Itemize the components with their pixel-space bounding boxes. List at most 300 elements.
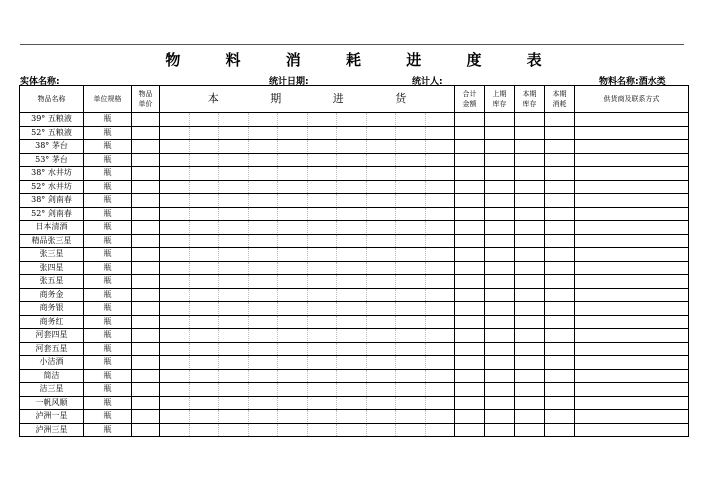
period-purchase-cell[interactable] [160,383,455,397]
period-subcell[interactable] [367,154,397,166]
period-subcell[interactable] [426,383,455,395]
unit-price-cell[interactable] [132,369,160,383]
period-subcell[interactable] [249,208,279,220]
period-subcell[interactable] [160,289,190,301]
consumption-cell[interactable] [545,153,575,167]
period-subcell[interactable] [160,167,190,179]
period-subcell[interactable] [367,167,397,179]
period-subcell[interactable] [426,194,455,206]
period-purchase-cell[interactable] [160,288,455,302]
current-stock-cell[interactable] [515,329,545,343]
unit-price-cell[interactable] [132,356,160,370]
period-subcell[interactable] [249,262,279,274]
period-subcell[interactable] [190,262,220,274]
prev-stock-cell[interactable] [485,153,515,167]
period-subcell[interactable] [337,208,367,220]
period-subcell[interactable] [367,329,397,341]
current-stock-cell[interactable] [515,234,545,248]
period-subcell[interactable] [426,410,455,422]
unit-price-cell[interactable] [132,207,160,221]
period-subcell[interactable] [308,329,338,341]
period-subcell[interactable] [249,235,279,247]
period-subcell[interactable] [190,194,220,206]
period-subcell[interactable] [426,262,455,274]
period-subcell[interactable] [249,356,279,368]
period-subcell[interactable] [160,181,190,193]
consumption-cell[interactable] [545,167,575,181]
period-subcell[interactable] [337,410,367,422]
period-subcell[interactable] [160,235,190,247]
period-subcell[interactable] [396,194,426,206]
period-subcell[interactable] [249,127,279,139]
supplier-cell[interactable] [575,423,689,437]
unit-price-cell[interactable] [132,423,160,437]
prev-stock-cell[interactable] [485,356,515,370]
prev-stock-cell[interactable] [485,423,515,437]
period-subcell[interactable] [278,383,308,395]
unit-price-cell[interactable] [132,140,160,154]
unit-price-cell[interactable] [132,383,160,397]
period-subcell[interactable] [308,356,338,368]
unit-price-cell[interactable] [132,221,160,235]
period-subcell[interactable] [190,154,220,166]
total-amount-cell[interactable] [455,207,485,221]
prev-stock-cell[interactable] [485,288,515,302]
period-subcell[interactable] [278,316,308,328]
period-subcell[interactable] [396,181,426,193]
period-subcell[interactable] [396,140,426,152]
total-amount-cell[interactable] [455,180,485,194]
period-subcell[interactable] [426,154,455,166]
period-subcell[interactable] [396,208,426,220]
period-purchase-cell[interactable] [160,113,455,127]
period-subcell[interactable] [190,329,220,341]
period-subcell[interactable] [219,329,249,341]
period-subcell[interactable] [278,302,308,314]
period-subcell[interactable] [278,356,308,368]
period-purchase-cell[interactable] [160,369,455,383]
period-subcell[interactable] [426,370,455,382]
period-subcell[interactable] [249,329,279,341]
period-subcell[interactable] [426,289,455,301]
current-stock-cell[interactable] [515,302,545,316]
period-subcell[interactable] [190,356,220,368]
period-subcell[interactable] [396,127,426,139]
period-subcell[interactable] [308,383,338,395]
period-subcell[interactable] [278,370,308,382]
period-subcell[interactable] [308,235,338,247]
current-stock-cell[interactable] [515,356,545,370]
period-subcell[interactable] [337,356,367,368]
period-subcell[interactable] [337,316,367,328]
period-subcell[interactable] [219,167,249,179]
period-subcell[interactable] [190,316,220,328]
period-subcell[interactable] [219,235,249,247]
period-subcell[interactable] [367,248,397,260]
unit-price-cell[interactable] [132,248,160,262]
period-purchase-cell[interactable] [160,140,455,154]
period-subcell[interactable] [219,127,249,139]
supplier-cell[interactable] [575,207,689,221]
period-subcell[interactable] [219,397,249,409]
period-subcell[interactable] [190,343,220,355]
current-stock-cell[interactable] [515,383,545,397]
period-subcell[interactable] [160,424,190,436]
supplier-cell[interactable] [575,261,689,275]
period-subcell[interactable] [249,289,279,301]
period-subcell[interactable] [190,397,220,409]
period-subcell[interactable] [367,424,397,436]
period-subcell[interactable] [249,343,279,355]
period-subcell[interactable] [278,167,308,179]
period-subcell[interactable] [308,208,338,220]
supplier-cell[interactable] [575,221,689,235]
period-subcell[interactable] [190,383,220,395]
period-subcell[interactable] [219,410,249,422]
period-subcell[interactable] [337,302,367,314]
period-subcell[interactable] [219,248,249,260]
period-subcell[interactable] [190,235,220,247]
total-amount-cell[interactable] [455,302,485,316]
period-subcell[interactable] [249,424,279,436]
period-subcell[interactable] [337,262,367,274]
period-subcell[interactable] [160,194,190,206]
period-subcell[interactable] [367,208,397,220]
period-subcell[interactable] [367,127,397,139]
supplier-cell[interactable] [575,248,689,262]
period-subcell[interactable] [426,316,455,328]
period-subcell[interactable] [278,275,308,287]
period-subcell[interactable] [219,113,249,125]
period-subcell[interactable] [219,343,249,355]
period-subcell[interactable] [337,235,367,247]
period-subcell[interactable] [219,289,249,301]
supplier-cell[interactable] [575,342,689,356]
period-subcell[interactable] [396,275,426,287]
period-purchase-cell[interactable] [160,315,455,329]
period-subcell[interactable] [278,262,308,274]
period-subcell[interactable] [367,343,397,355]
consumption-cell[interactable] [545,410,575,424]
consumption-cell[interactable] [545,140,575,154]
period-subcell[interactable] [367,275,397,287]
prev-stock-cell[interactable] [485,315,515,329]
period-subcell[interactable] [190,167,220,179]
unit-price-cell[interactable] [132,315,160,329]
period-subcell[interactable] [308,316,338,328]
total-amount-cell[interactable] [455,126,485,140]
period-subcell[interactable] [426,140,455,152]
unit-price-cell[interactable] [132,288,160,302]
period-subcell[interactable] [337,194,367,206]
unit-price-cell[interactable] [132,234,160,248]
period-subcell[interactable] [367,410,397,422]
period-subcell[interactable] [249,397,279,409]
consumption-cell[interactable] [545,261,575,275]
period-subcell[interactable] [160,410,190,422]
period-subcell[interactable] [219,424,249,436]
supplier-cell[interactable] [575,180,689,194]
period-subcell[interactable] [219,316,249,328]
period-subcell[interactable] [367,235,397,247]
period-subcell[interactable] [367,316,397,328]
consumption-cell[interactable] [545,248,575,262]
period-subcell[interactable] [396,302,426,314]
consumption-cell[interactable] [545,113,575,127]
period-subcell[interactable] [308,262,338,274]
current-stock-cell[interactable] [515,369,545,383]
period-subcell[interactable] [190,424,220,436]
period-subcell[interactable] [278,329,308,341]
period-subcell[interactable] [426,113,455,125]
period-subcell[interactable] [249,410,279,422]
period-purchase-cell[interactable] [160,248,455,262]
period-subcell[interactable] [367,370,397,382]
period-subcell[interactable] [219,181,249,193]
period-subcell[interactable] [160,248,190,260]
total-amount-cell[interactable] [455,396,485,410]
period-subcell[interactable] [219,275,249,287]
period-subcell[interactable] [367,262,397,274]
supplier-cell[interactable] [575,315,689,329]
total-amount-cell[interactable] [455,248,485,262]
period-subcell[interactable] [337,397,367,409]
period-subcell[interactable] [219,302,249,314]
consumption-cell[interactable] [545,315,575,329]
period-subcell[interactable] [278,140,308,152]
period-subcell[interactable] [337,343,367,355]
period-subcell[interactable] [426,397,455,409]
period-subcell[interactable] [396,383,426,395]
period-subcell[interactable] [249,275,279,287]
total-amount-cell[interactable] [455,329,485,343]
period-subcell[interactable] [160,356,190,368]
supplier-cell[interactable] [575,194,689,208]
period-subcell[interactable] [426,167,455,179]
period-subcell[interactable] [367,113,397,125]
period-subcell[interactable] [396,113,426,125]
period-subcell[interactable] [278,289,308,301]
period-purchase-cell[interactable] [160,275,455,289]
unit-price-cell[interactable] [132,410,160,424]
prev-stock-cell[interactable] [485,207,515,221]
period-subcell[interactable] [278,248,308,260]
period-subcell[interactable] [308,424,338,436]
period-subcell[interactable] [190,410,220,422]
period-subcell[interactable] [308,221,338,233]
period-subcell[interactable] [190,181,220,193]
period-subcell[interactable] [337,329,367,341]
supplier-cell[interactable] [575,126,689,140]
period-subcell[interactable] [308,248,338,260]
prev-stock-cell[interactable] [485,167,515,181]
supplier-cell[interactable] [575,140,689,154]
consumption-cell[interactable] [545,221,575,235]
unit-price-cell[interactable] [132,342,160,356]
period-subcell[interactable] [249,113,279,125]
current-stock-cell[interactable] [515,194,545,208]
period-subcell[interactable] [396,221,426,233]
unit-price-cell[interactable] [132,194,160,208]
period-subcell[interactable] [367,289,397,301]
period-subcell[interactable] [278,397,308,409]
prev-stock-cell[interactable] [485,383,515,397]
prev-stock-cell[interactable] [485,410,515,424]
consumption-cell[interactable] [545,126,575,140]
current-stock-cell[interactable] [515,275,545,289]
period-subcell[interactable] [190,221,220,233]
period-subcell[interactable] [278,127,308,139]
period-purchase-cell[interactable] [160,342,455,356]
period-subcell[interactable] [160,140,190,152]
supplier-cell[interactable] [575,410,689,424]
period-subcell[interactable] [396,370,426,382]
period-subcell[interactable] [396,424,426,436]
period-subcell[interactable] [160,113,190,125]
unit-price-cell[interactable] [132,167,160,181]
current-stock-cell[interactable] [515,410,545,424]
consumption-cell[interactable] [545,275,575,289]
period-subcell[interactable] [396,289,426,301]
period-subcell[interactable] [190,208,220,220]
prev-stock-cell[interactable] [485,329,515,343]
period-subcell[interactable] [396,316,426,328]
period-subcell[interactable] [308,181,338,193]
period-subcell[interactable] [337,167,367,179]
period-subcell[interactable] [426,127,455,139]
prev-stock-cell[interactable] [485,248,515,262]
period-purchase-cell[interactable] [160,180,455,194]
period-subcell[interactable] [308,289,338,301]
period-subcell[interactable] [190,275,220,287]
period-subcell[interactable] [219,194,249,206]
period-subcell[interactable] [190,289,220,301]
period-subcell[interactable] [278,221,308,233]
period-subcell[interactable] [219,221,249,233]
period-subcell[interactable] [160,343,190,355]
current-stock-cell[interactable] [515,126,545,140]
current-stock-cell[interactable] [515,248,545,262]
period-subcell[interactable] [190,127,220,139]
period-subcell[interactable] [160,275,190,287]
period-subcell[interactable] [278,194,308,206]
current-stock-cell[interactable] [515,315,545,329]
period-subcell[interactable] [160,221,190,233]
period-subcell[interactable] [219,370,249,382]
period-subcell[interactable] [426,343,455,355]
unit-price-cell[interactable] [132,275,160,289]
supplier-cell[interactable] [575,356,689,370]
prev-stock-cell[interactable] [485,261,515,275]
period-subcell[interactable] [426,356,455,368]
period-subcell[interactable] [337,181,367,193]
unit-price-cell[interactable] [132,261,160,275]
period-subcell[interactable] [308,140,338,152]
total-amount-cell[interactable] [455,315,485,329]
period-subcell[interactable] [190,248,220,260]
period-subcell[interactable] [426,208,455,220]
total-amount-cell[interactable] [455,423,485,437]
period-subcell[interactable] [308,370,338,382]
period-subcell[interactable] [396,397,426,409]
current-stock-cell[interactable] [515,288,545,302]
consumption-cell[interactable] [545,329,575,343]
current-stock-cell[interactable] [515,342,545,356]
prev-stock-cell[interactable] [485,126,515,140]
period-subcell[interactable] [426,275,455,287]
consumption-cell[interactable] [545,207,575,221]
period-subcell[interactable] [249,316,279,328]
period-subcell[interactable] [337,248,367,260]
period-subcell[interactable] [249,167,279,179]
total-amount-cell[interactable] [455,194,485,208]
period-subcell[interactable] [426,235,455,247]
period-subcell[interactable] [278,181,308,193]
current-stock-cell[interactable] [515,396,545,410]
supplier-cell[interactable] [575,396,689,410]
period-subcell[interactable] [160,329,190,341]
total-amount-cell[interactable] [455,383,485,397]
total-amount-cell[interactable] [455,167,485,181]
period-subcell[interactable] [160,316,190,328]
consumption-cell[interactable] [545,356,575,370]
current-stock-cell[interactable] [515,207,545,221]
period-subcell[interactable] [426,329,455,341]
consumption-cell[interactable] [545,383,575,397]
period-subcell[interactable] [249,248,279,260]
period-subcell[interactable] [278,235,308,247]
period-subcell[interactable] [367,181,397,193]
consumption-cell[interactable] [545,423,575,437]
supplier-cell[interactable] [575,153,689,167]
consumption-cell[interactable] [545,342,575,356]
period-subcell[interactable] [219,383,249,395]
period-subcell[interactable] [219,262,249,274]
period-subcell[interactable] [219,356,249,368]
supplier-cell[interactable] [575,288,689,302]
period-purchase-cell[interactable] [160,356,455,370]
period-subcell[interactable] [396,235,426,247]
prev-stock-cell[interactable] [485,234,515,248]
period-subcell[interactable] [396,410,426,422]
period-subcell[interactable] [337,370,367,382]
period-subcell[interactable] [367,397,397,409]
current-stock-cell[interactable] [515,153,545,167]
period-subcell[interactable] [249,154,279,166]
prev-stock-cell[interactable] [485,369,515,383]
period-purchase-cell[interactable] [160,126,455,140]
prev-stock-cell[interactable] [485,113,515,127]
period-subcell[interactable] [337,113,367,125]
period-purchase-cell[interactable] [160,423,455,437]
period-subcell[interactable] [367,383,397,395]
period-subcell[interactable] [396,248,426,260]
period-subcell[interactable] [367,302,397,314]
consumption-cell[interactable] [545,234,575,248]
consumption-cell[interactable] [545,194,575,208]
period-subcell[interactable] [190,302,220,314]
total-amount-cell[interactable] [455,113,485,127]
period-subcell[interactable] [249,302,279,314]
total-amount-cell[interactable] [455,275,485,289]
period-subcell[interactable] [367,194,397,206]
period-subcell[interactable] [426,221,455,233]
period-subcell[interactable] [190,113,220,125]
period-subcell[interactable] [160,302,190,314]
period-subcell[interactable] [190,370,220,382]
period-subcell[interactable] [367,356,397,368]
current-stock-cell[interactable] [515,167,545,181]
